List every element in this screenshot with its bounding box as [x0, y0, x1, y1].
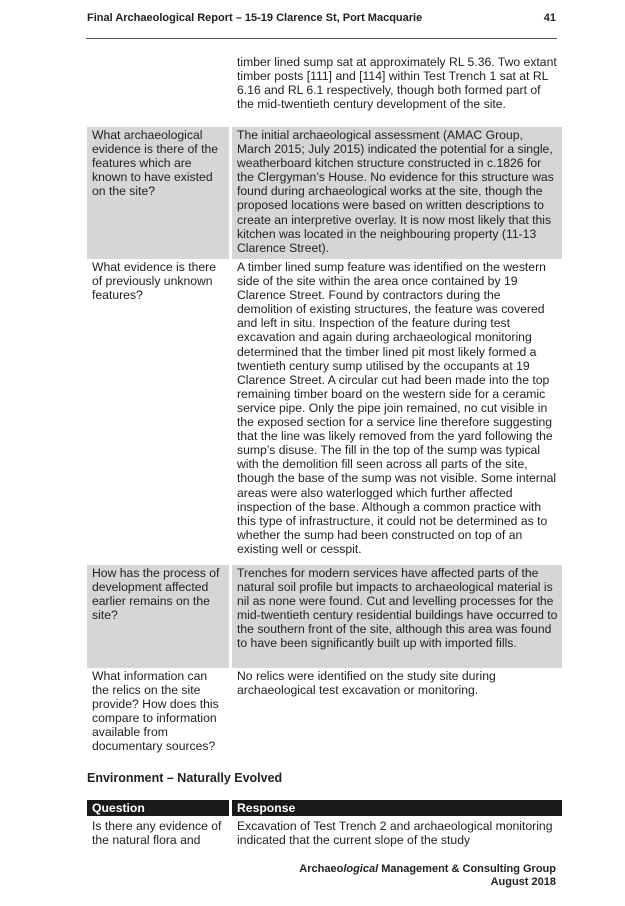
report-title: Final Archaeological Report – 15-19 Clarence St, Port Macquarie: [87, 12, 423, 24]
question-cell: How has the process of development affected earlier remains on the site?: [87, 565, 229, 668]
response-cell: Excavation of Test Trench 2 and archaeological monitoring indicated that the current slope of the study: [237, 819, 553, 848]
organisation-name: Archaeological Management & Consulting Group: [299, 863, 556, 875]
question-cell: What archaeological evidence is there of the features which are known to have existed on the site?: [87, 127, 229, 259]
response-cell: A timber lined sump feature was identified on the western side of the site within the area once contained by 19 Clarence Street. Found by contractors during the demolition of existing structures, the feature was covered and left in situ. Inspection of the feature during test excavation and again during archaeological monitoring determined that the timber lined pit most likely formed a twentieth century sump utilised by the occupants at 19 Clarence Street. A circular cut had been made into the top remaining timber board on the western side for a ceramic service pipe. Only the pipe join remained, no cut visible in the exposed section for a service line therefore suggesting that the line was likely removed from the yard following the sump’s disuse. The fill in the top of the sump was typical with the demolition fill seen across all parts of the site, though the base of the sump was not visible. Some internal areas were also waterlogged which further affected inspection of the base. Although a common practice with this type of infrastructure, it could not be determined as to whether the sump had been constructed on top of an existing well or cesspit.: [237, 260, 557, 556]
column-header-question: Question: [87, 800, 229, 816]
response-cell: Trenches for modern services have affected parts of the natural soil profile but impacts to archaeological material is nil as none were found. Cut and levelling processes for the mid-twentieth century residential buildings have occurred to the southern front of the site, although this area was found to have been significantly built up with imported fills.: [232, 565, 562, 668]
table-row: [87, 127, 562, 259]
table-row: [87, 668, 562, 758]
question-cell: [87, 54, 229, 127]
page-header: [87, 12, 556, 24]
question-cell: What information can the relics on the site provide? How does this compare to information available from documentary sources?: [92, 669, 219, 754]
header-divider: [86, 38, 557, 39]
questions-table: [87, 54, 562, 758]
section-heading: Environment – Naturally Evolved: [87, 771, 283, 785]
question-cell: What evidence is there of previously unknown features?: [92, 260, 216, 303]
table-row: [87, 565, 562, 668]
table-row: [87, 54, 562, 127]
response-cell: No relics were identified on the study site during archaeological test excavation or monitoring.: [237, 669, 496, 698]
page-footer: [299, 863, 556, 889]
table-row: [87, 818, 562, 849]
report-date: August 2018: [490, 876, 556, 888]
column-header-response: Response: [232, 800, 562, 816]
table-row: [87, 259, 562, 565]
page-number: 41: [543, 12, 556, 24]
response-cell: timber lined sump sat at approximately RL 5.36. Two extant timber posts [111] and [114] within Test Trench 1 sat at RL 6.16 and RL 6.1 respectively, though both formed part of the mid-twentieth century development of the site.: [237, 55, 557, 112]
question-cell: Is there any evidence of the natural flora and: [92, 819, 222, 848]
response-cell: The initial archaeological assessment (AMAC Group, March 2015; July 2015) indicated the potential for a single, weatherboard kitchen structure constructed in c.1826 for the Clergyman’s House. No evidence for this structure was found during archaeological works at the site, though the proposed locations were based on written descriptions to create an interpretive overlay. It is now most likely that this kitchen was located in the neighbouring property (11-13 Clarence Street).: [232, 127, 562, 259]
table-header: [87, 800, 562, 816]
